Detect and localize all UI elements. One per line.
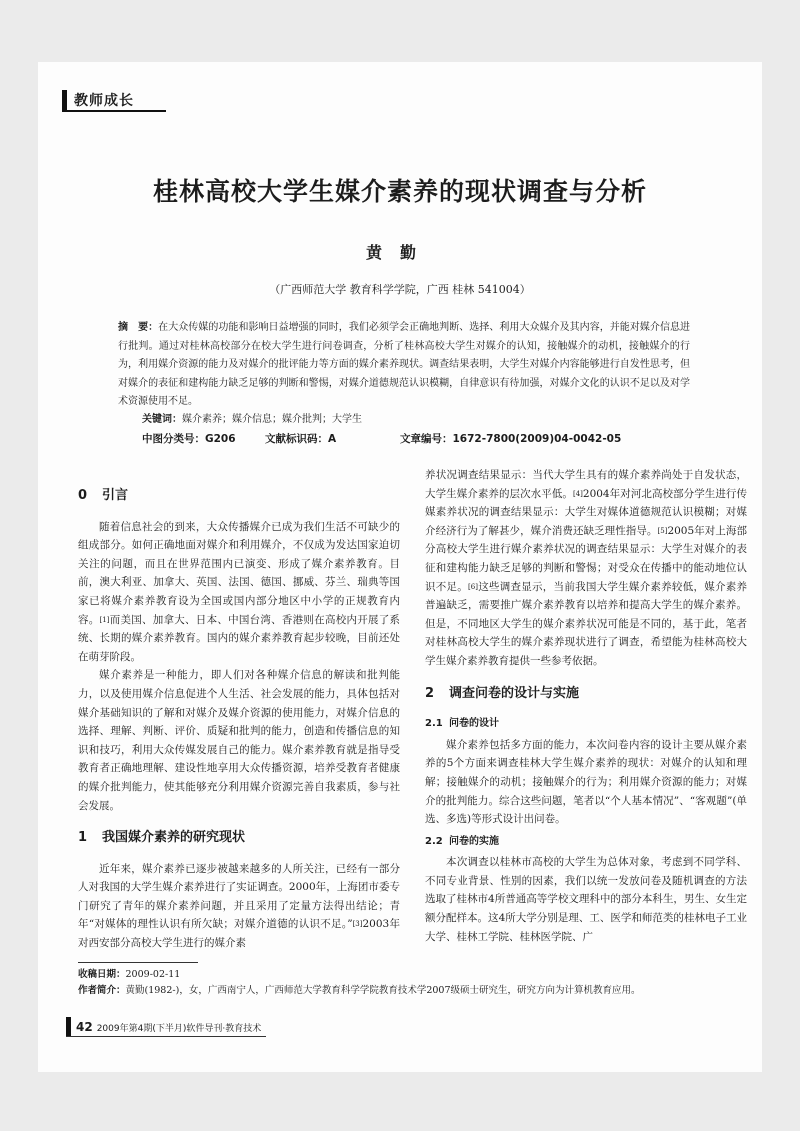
footnote bbox=[78, 967, 718, 999]
paragraph: 养状况调查结果显示：当代大学生具有的媒介素养尚处于自发状态，大学生媒介素养的层次水平低。[4]2004年对河北高校部分学生进行传媒素养状况的调查结果显示：大学生对媒体道德规范认识模糊；对媒介经济行为了解甚少，媒介消费还缺乏理性指导。[5]2005年对上海部分高校大学生进行媒介素养状况的调查结果显示：大学生对媒介的表征和建构能力缺乏足够的判断和警惕；对受众在传播中的能动地位认识不足。[6]这些调查显示，当前我国大学生媒介素养较低，媒介素养普遍缺乏，需要推广媒介素养教育以培养和提高大学生的媒介素养。但是，不同地区大学生的媒介素养状况可能是不同的，基于此，笔者对桂林高校大学生的媒介素养现状进行了调查，希望能为桂林高校大学生媒介素养教育提供一些参考依据。 bbox=[425, 469, 748, 667]
section-heading-0: 0 引言 bbox=[78, 488, 129, 503]
paragraph: 随着信息社会的到来，大众传播媒介已成为我们生活不可缺少的组成部分。如何正确地面对媒介和利用媒介，不仅成为发达国家迫切关注的问题，而且在世界范围内已演变、形成了媒介素养教育。目前，澳大利亚、加拿大、英国、法国、德国、挪威、芬兰、瑞典等国家已将媒介素养教育设为全国或国内部分地区中小学的正规教育内容。[1]而美国、加拿大、日本、中国台湾、香港则在高校内开展了系统、长期的媒介素养教育。国内的媒介素养教育起步较晚，目前还处在萌芽阶段。 bbox=[78, 520, 401, 663]
keywords-text: 媒介素养；媒介信息；媒介批判；大学生 bbox=[182, 414, 362, 425]
page-footer bbox=[76, 1020, 261, 1034]
author-affiliation: （广西师范大学 教育科学学院，广西 桂林 541004） bbox=[269, 283, 531, 296]
subsection-heading-2-1: 2.1 问卷的设计 bbox=[425, 718, 499, 730]
paragraph: 媒介素养是一种能力，即人们对各种媒介信息的解读和批判能力，以及使用媒介信息促进个人生活、社会发展的能力，具体包括对媒介基础知识的了解和对媒介及媒介资源的使用能力，对媒介信息的选择、理解、判断、评价、质疑和批判的能力，创造和传播信息的知识和技巧，利用大众传媒发展自己的能力。媒介素养教育就是指导受教育者正确地理解、建设性地享用大众传播资源，培养受教育者健康的媒介批判能力，使其能够充分利用媒介资源完善自我素质，参与社会发展。 bbox=[78, 669, 400, 812]
section-heading-1: 1 我国媒介素养的研究现状 bbox=[78, 830, 246, 846]
paragraph: 近年来，媒介素养已逐步被越来越多的人所关注，已经有一部分人对我国的大学生媒介素养进行了实证调查。2000年，上海团市委专门研究了青年的媒介素养问题，并且采用了定量方法得出结论；青年“对媒体的理性认识有所欠缺；对媒介道德的认识不足。”[3]2003年对西安部分高校大学生进行的媒介素 bbox=[78, 862, 400, 950]
section-marker-bar bbox=[62, 90, 67, 112]
page-number: 42 bbox=[76, 1020, 93, 1034]
section-heading-2: 2 调查问卷的设计与实施 bbox=[425, 685, 580, 701]
footer-line bbox=[66, 1036, 266, 1037]
right-column bbox=[425, 466, 747, 946]
section-label: 教师成长 bbox=[74, 93, 134, 109]
keywords bbox=[142, 410, 362, 425]
author-name: 黄勤 bbox=[365, 243, 434, 262]
footnote-rule bbox=[78, 962, 198, 963]
author-bio: 作者简介：黄勤(1982-)，女，广西南宁人，广西师范大学教育科学学院教育技术学2007级硕士研究生，研究方向为计算机教育应用。 bbox=[78, 985, 641, 996]
abstract-label: 摘 要： bbox=[118, 322, 159, 333]
section-marker-line bbox=[62, 110, 166, 112]
abstract bbox=[118, 319, 690, 412]
document-code: 文献标识码：A bbox=[265, 433, 337, 445]
keywords-label: 关键词： bbox=[142, 414, 182, 425]
abstract-text: 在大众传媒的功能和影响日益增强的同时，我们必须学会正确地判断、选择、利用大众媒介及其内容，并能对媒介信息进行批判。通过对桂林高校部分在校大学生进行问卷调查，分析了桂林高校大学生对媒介的认知，接触媒介的动机，接触媒介的行为，利用媒介资源的能力及对媒介的批评能力等方面的媒介素养现状。调查结果表明，大学生对媒介内容能够进行自发性思考，但对媒介的表征和建构能力缺乏足够的判断和警惕，对媒介道德规范认识模糊，自律意识有待加强，对媒介文化的认识不足以及对学术资源使用不足。 bbox=[118, 322, 691, 408]
left-column bbox=[78, 473, 400, 953]
received-date: 收稿日期：2009-02-11 bbox=[78, 969, 181, 980]
subsection-heading-2-2: 2.2 问卷的实施 bbox=[425, 835, 499, 847]
article-title: 桂林高校大学生媒介素养的现状调查与分析 bbox=[152, 177, 647, 206]
footer-marker-bar bbox=[66, 1017, 71, 1037]
clc-number: 中图分类号：G206 bbox=[142, 433, 236, 445]
journal-issue: 2009年第4期(下半月)软件导刊·教育技术 bbox=[96, 1024, 262, 1034]
article-number: 文章编号：1672-7800(2009)04-0042-05 bbox=[400, 433, 622, 445]
paragraph: 媒介素养包括多方面的能力，本次问卷内容的设计主要从媒介素养的5个方面来调查桂林大学生媒介素养的现状：对媒介的认知和理解；接触媒介的动机；接触媒介的行为；利用媒介资源的能力；对媒介的批判能力。综合这些问题，笔者以“个人基本情况”、“客观题”(单选、多选)等形式设计出问卷。 bbox=[425, 738, 747, 826]
paragraph: 本次调查以桂林市高校的大学生为总体对象，考虑到不同学科、不同专业背景、性别的因素，我们以统一发放问卷及随机调查的方法选取了桂林市4所普通高等学校文理科中的部分本科生，男生、女生定额分配样本。这4所大学分别是理、工、医学和师范类的桂林电子工业大学、桂林工学院、桂林医学院、广 bbox=[425, 856, 747, 943]
